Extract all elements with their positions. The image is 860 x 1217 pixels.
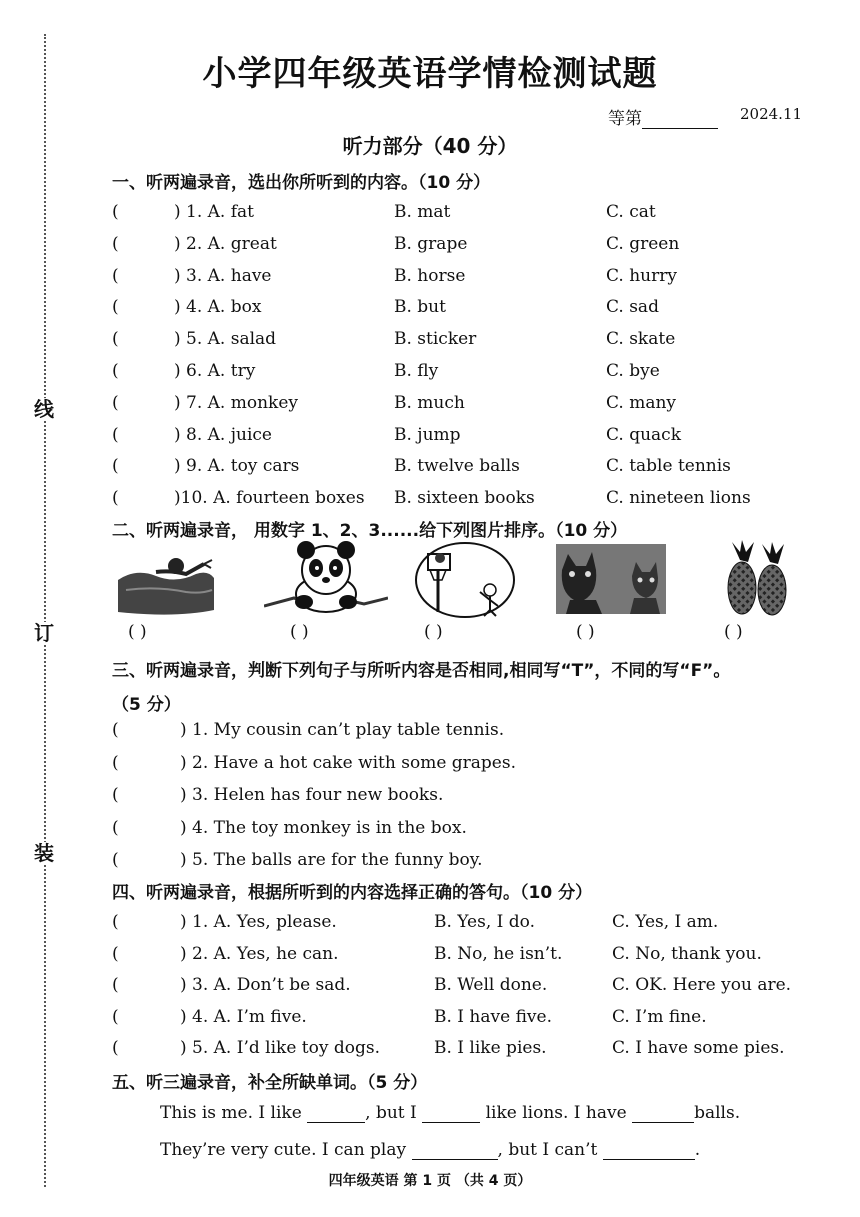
question-row (112, 785, 812, 813)
fill-text: , but I can’t (497, 1140, 598, 1160)
option-b: B. No, he isn’t. (434, 943, 563, 964)
option-c: C. quack (606, 424, 681, 445)
answer-paren[interactable]: ( (112, 233, 119, 254)
option-b: B. grape (394, 233, 468, 254)
answer-paren[interactable]: ( (112, 1038, 119, 1058)
option-c: C. No, thank you. (612, 943, 762, 964)
fill-text: . (694, 1140, 701, 1160)
option-c: C. bye (606, 361, 660, 381)
picture-answer-4[interactable]: ( ) (576, 622, 595, 642)
question-row (112, 975, 812, 1003)
listening-part-title: 听力部分（40 分） (342, 134, 518, 158)
answer-paren[interactable]: ( (112, 912, 119, 932)
option-a: )10. A. fourteen boxes (174, 488, 365, 509)
section3-heading: 三、听两遍录音，判断下列句子与所听内容是否相同,相同写“T”，不同的写“F”。 (112, 661, 731, 681)
picture-answer-5[interactable]: ( ) (724, 622, 743, 642)
statement: ) 1. My cousin can’t play table tennis. (180, 720, 505, 740)
option-c: C. skate (606, 329, 676, 350)
option-a: ) 5. A. I’d like toy dogs. (180, 1038, 380, 1058)
option-a: ) 2. A. Yes, he can. (180, 943, 339, 964)
option-a: ) 1. A. fat (174, 202, 255, 222)
answer-paren[interactable]: ( (112, 720, 119, 740)
option-b: B. twelve balls (394, 456, 520, 477)
statement: ) 5. The balls are for the funny boy. (180, 850, 483, 870)
option-c: C. Yes, I am. (612, 912, 719, 932)
panda-picture (264, 540, 388, 618)
binding-line (44, 34, 46, 1187)
statement: ) 2. Have a hot cake with some grapes. (180, 752, 516, 773)
binding-mark-bind: 装 (34, 841, 54, 865)
option-a: ) 5. A. salad (174, 329, 277, 350)
question-row (112, 912, 812, 940)
statement: ) 4. The toy monkey is in the box. (180, 817, 467, 838)
section3-points: （5 分） (112, 695, 181, 715)
option-a: ) 2. A. great (174, 233, 277, 254)
question-row (112, 1007, 812, 1035)
option-c: C. table tennis (606, 456, 731, 477)
option-a: ) 4. A. I’m five. (180, 1006, 307, 1027)
option-c: C. I’m fine. (612, 1006, 707, 1027)
fill-blank-5[interactable] (603, 1141, 695, 1160)
option-b: B. fly (394, 361, 439, 381)
page-title: 小学四年级英语学情检测试题 (202, 54, 658, 94)
option-b: B. Yes, I do. (434, 912, 535, 932)
picture-answer-2[interactable]: ( ) (290, 622, 309, 642)
picture-answer-3[interactable]: ( ) (424, 622, 443, 642)
answer-paren[interactable]: ( (112, 297, 119, 318)
question-row (112, 361, 812, 389)
answer-paren[interactable]: ( (112, 456, 119, 477)
question-row (112, 720, 812, 748)
rank-blank[interactable] (642, 128, 718, 129)
question-row (112, 266, 812, 294)
option-a: ) 4. A. box (174, 297, 262, 318)
fill-blank-1[interactable] (307, 1104, 365, 1123)
option-a: ) 8. A. juice (174, 424, 272, 445)
question-row (112, 202, 812, 230)
answer-paren[interactable]: ( (112, 752, 119, 773)
option-c: C. hurry (606, 265, 677, 286)
question-row (112, 850, 812, 878)
answer-paren[interactable]: ( (112, 1006, 119, 1027)
option-b: B. much (394, 392, 465, 413)
question-row (112, 393, 812, 421)
option-b: B. horse (394, 265, 466, 286)
fill-blank-4[interactable] (412, 1141, 498, 1160)
option-c: C. nineteen lions (606, 488, 751, 509)
option-c: C. many (606, 392, 677, 413)
option-a: ) 6. A. try (174, 361, 256, 381)
fill-blank-2[interactable] (422, 1104, 480, 1123)
option-b: B. I like pies. (434, 1038, 547, 1058)
answer-paren[interactable]: ( (112, 361, 119, 381)
rank-field[interactable] (608, 104, 718, 129)
option-a: ) 9. A. toy cars (174, 456, 300, 477)
answer-paren[interactable]: ( (112, 488, 119, 509)
section2-heading: 二、听两遍录音， 用数字 1、2、3......给下列图片排序。（10 分） (112, 521, 628, 541)
option-a: ) 3. A. Don’t be sad. (180, 975, 351, 995)
option-c: C. cat (606, 202, 656, 222)
question-row (112, 488, 812, 516)
fill-blank-3[interactable] (632, 1104, 694, 1123)
answer-paren[interactable]: ( (112, 392, 119, 413)
answer-paren[interactable]: ( (112, 975, 119, 995)
answer-paren[interactable]: ( (112, 265, 119, 286)
option-b: B. I have five. (434, 1006, 552, 1027)
question-row (112, 234, 812, 262)
option-c: C. green (606, 233, 680, 254)
answer-paren[interactable]: ( (112, 329, 119, 350)
fill-text: balls. (694, 1103, 741, 1123)
option-a: ) 7. A. monkey (174, 392, 299, 413)
basketball-picture (414, 540, 516, 618)
fill-text: like lions. I have (485, 1103, 627, 1123)
option-a: ) 1. A. Yes, please. (180, 912, 337, 932)
option-b: B. sixteen books (394, 488, 535, 509)
option-c: C. OK. Here you are. (612, 975, 792, 995)
option-b: B. Well done. (434, 975, 548, 995)
pineapples-picture (722, 540, 792, 618)
exam-date: 2024.11 (740, 105, 803, 123)
question-row (112, 297, 812, 325)
fill-text: They’re very cute. I can play (160, 1140, 407, 1160)
section1-heading: 一、听两遍录音，选出你所听到的内容。（10 分） (112, 173, 491, 193)
option-b: B. jump (394, 424, 461, 445)
option-a: ) 3. A. have (174, 265, 272, 286)
statement: ) 3. Helen has four new books. (180, 785, 444, 805)
fill-text: , but I (365, 1103, 417, 1123)
fill-text: This is me. I like (160, 1103, 302, 1123)
option-b: B. but (394, 297, 446, 318)
swimmer-picture (116, 540, 216, 618)
question-row (112, 1038, 812, 1066)
question-row (112, 329, 812, 357)
question-row (112, 944, 812, 972)
fill-line-2 (160, 1140, 700, 1160)
answer-paren[interactable]: ( (112, 424, 119, 445)
answer-paren[interactable]: ( (112, 817, 119, 838)
answer-paren[interactable]: ( (112, 785, 119, 805)
option-b: B. mat (394, 202, 451, 222)
answer-paren[interactable]: ( (112, 202, 119, 222)
answer-paren[interactable]: ( (112, 850, 119, 870)
answer-paren[interactable]: ( (112, 943, 119, 964)
option-c: C. I have some pies. (612, 1038, 785, 1058)
question-row (112, 753, 812, 781)
binding-mark-staple: 订 (34, 621, 54, 645)
option-b: B. sticker (394, 329, 477, 350)
question-row (112, 818, 812, 846)
question-row (112, 456, 812, 484)
binding-mark-line: 线 (34, 397, 54, 421)
option-c: C. sad (606, 297, 659, 318)
question-row (112, 425, 812, 453)
section5-heading: 五、听三遍录音，补全所缺单词。（5 分） (112, 1073, 428, 1093)
picture-answer-1[interactable]: ( ) (128, 622, 147, 642)
rank-label: 等第 (608, 109, 642, 129)
section4-heading: 四、听两遍录音，根据所听到的内容选择正确的答句。（10 分） (112, 883, 593, 903)
cats-picture (556, 540, 666, 618)
page-footer: 四年级英语 第 1 页 （共 4 页） (328, 1173, 532, 1189)
fill-line-1 (160, 1103, 740, 1123)
